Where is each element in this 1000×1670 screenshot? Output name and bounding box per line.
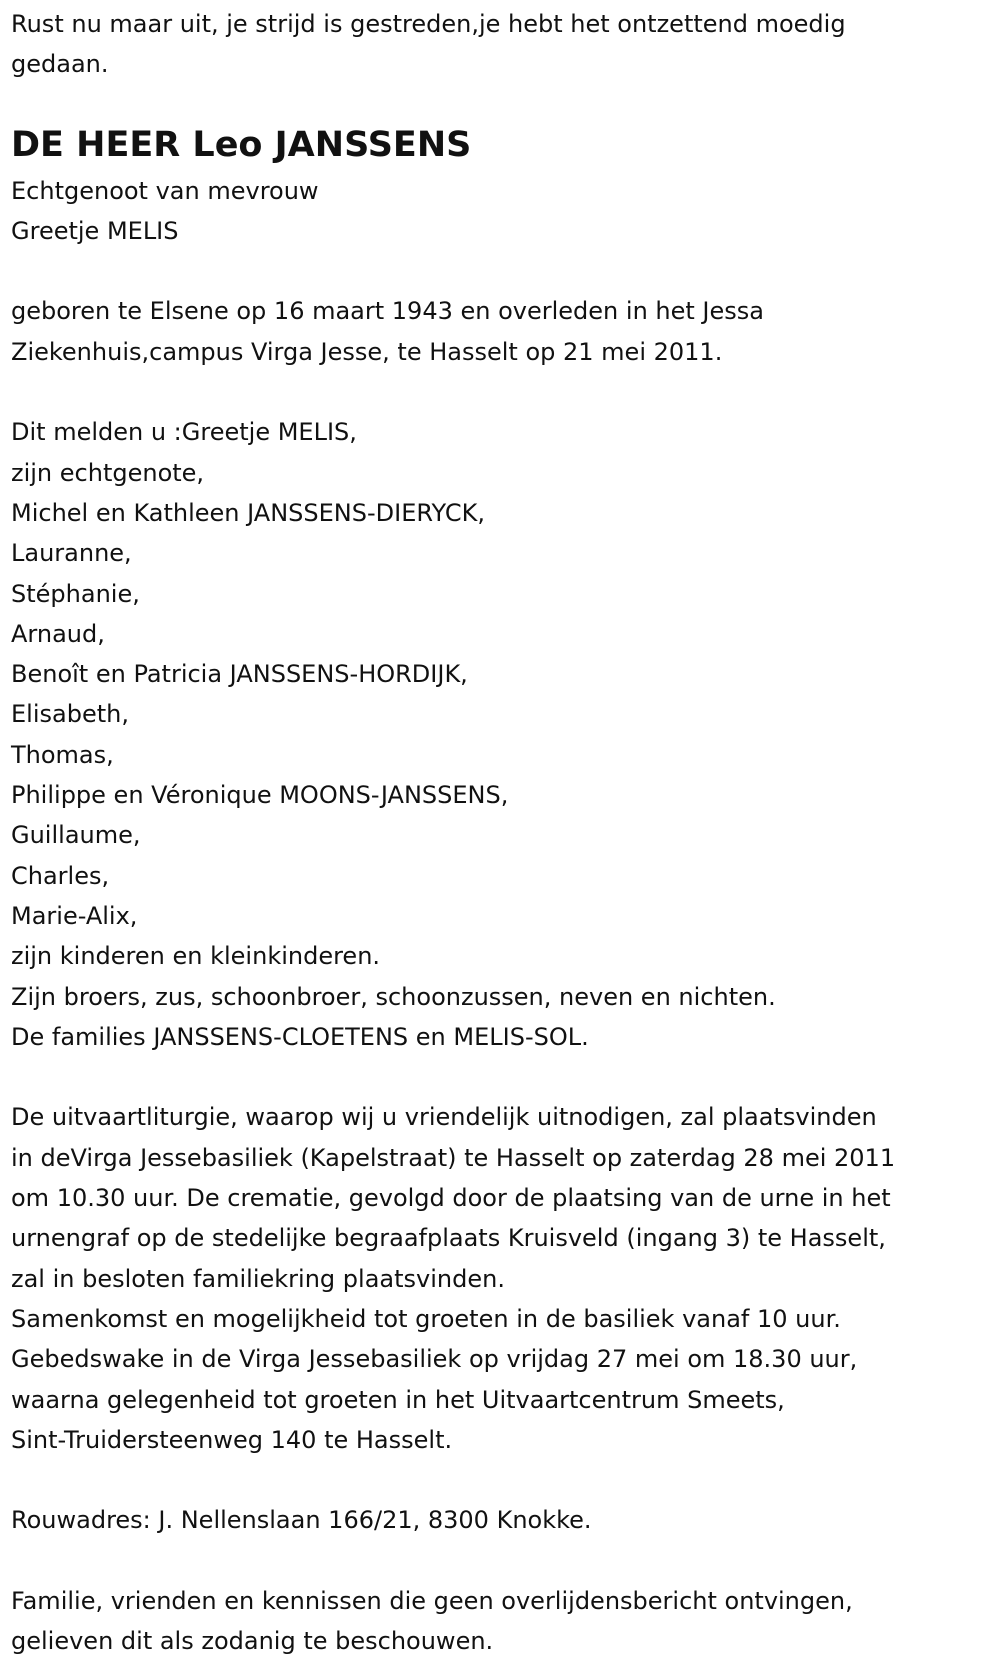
intro-quote — [11, 4, 1000, 85]
spouse-line: Echtgenoot van mevrouw — [11, 176, 319, 205]
family-line: Lauranne, — [11, 539, 132, 568]
birth-death-block — [11, 291, 1000, 372]
ceremony-line: in deVirga Jessebasiliek (Kapelstraat) te Hasselt op zaterdag 28 mei 2011 — [11, 1143, 896, 1172]
mourning-address-line: Rouwadres: J. Nellenslaan 166/21, 8300 Knokke. — [11, 1506, 592, 1535]
deceased-name-heading: DE HEER Leo JANSSENS — [11, 124, 472, 165]
family-block — [11, 412, 1000, 1057]
family-line: Marie-Alix, — [11, 901, 138, 930]
intro-line: gedaan. — [11, 50, 109, 79]
closing-block — [11, 1581, 1000, 1662]
family-line: Stéphanie, — [11, 579, 140, 608]
family-line: Charles, — [11, 861, 110, 890]
family-line: Thomas, — [11, 740, 114, 769]
family-line: Arnaud, — [11, 619, 105, 648]
paragraph-gap — [11, 1460, 1000, 1500]
birth-line: Ziekenhuis,campus Virga Jesse, te Hasselt op 21 mei 2011. — [11, 337, 723, 366]
family-line: zijn echtgenote, — [11, 458, 205, 487]
paragraph-gap — [11, 372, 1000, 412]
intro-line: Rust nu maar uit, je strijd is gestreden,je hebt het ontzettend moedig — [11, 10, 846, 38]
spouse-block — [11, 171, 1000, 252]
paragraph-gap — [11, 251, 1000, 291]
spouse-line: Greetje MELIS — [11, 216, 179, 245]
family-line: Dit melden u :Greetje MELIS, — [11, 418, 357, 447]
ceremony-line: om 10.30 uur. De crematie, gevolgd door de plaatsing van de urne in het — [11, 1184, 891, 1213]
ceremony-line: Samenkomst en mogelijkheid tot groeten in de basiliek vanaf 10 uur. — [11, 1304, 841, 1333]
ceremony-line: Sint-Truidersteenweg 140 te Hasselt. — [11, 1425, 453, 1454]
closing-line: gelieven dit als zodanig te beschouwen. — [11, 1627, 494, 1656]
ceremony-line: urnengraf op de stedelijke begraafplaats Kruisveld (ingang 3) te Hasselt, — [11, 1224, 886, 1253]
family-line: Philippe en Véronique MOONS-JANSSENS, — [11, 781, 509, 810]
paragraph-gap — [11, 1541, 1000, 1581]
paragraph-gap — [11, 1057, 1000, 1097]
family-line: De families JANSSENS-CLOETENS en MELIS-SOL. — [11, 1022, 589, 1051]
ceremony-line: Gebedswake in de Virga Jessebasiliek op vrijdag 27 mei om 18.30 uur, — [11, 1345, 858, 1374]
birth-line: geboren te Elsene op 16 maart 1943 en overleden in het Jessa — [11, 297, 764, 326]
closing-line: Familie, vrienden en kennissen die geen overlijdensbericht ontvingen, — [11, 1586, 853, 1615]
family-line: Benoît en Patricia JANSSENS-HORDIJK, — [11, 660, 468, 689]
family-line: Elisabeth, — [11, 700, 129, 729]
family-line: Guillaume, — [11, 821, 141, 850]
mourning-address-block — [11, 1500, 1000, 1540]
ceremony-line: De uitvaartliturgie, waarop wij u vriendelijk uitnodigen, zal plaatsvinden — [11, 1103, 877, 1132]
ceremony-block — [11, 1097, 1000, 1460]
family-line: Michel en Kathleen JANSSENS-DIERYCK, — [11, 498, 485, 527]
family-line: Zijn broers, zus, schoonbroer, schoonzussen, neven en nichten. — [11, 982, 776, 1011]
family-line: zijn kinderen en kleinkinderen. — [11, 942, 381, 971]
ceremony-line: waarna gelegenheid tot groeten in het Uitvaartcentrum Smeets, — [11, 1385, 785, 1414]
ceremony-line: zal in besloten familiekring plaatsvinden. — [11, 1264, 505, 1293]
